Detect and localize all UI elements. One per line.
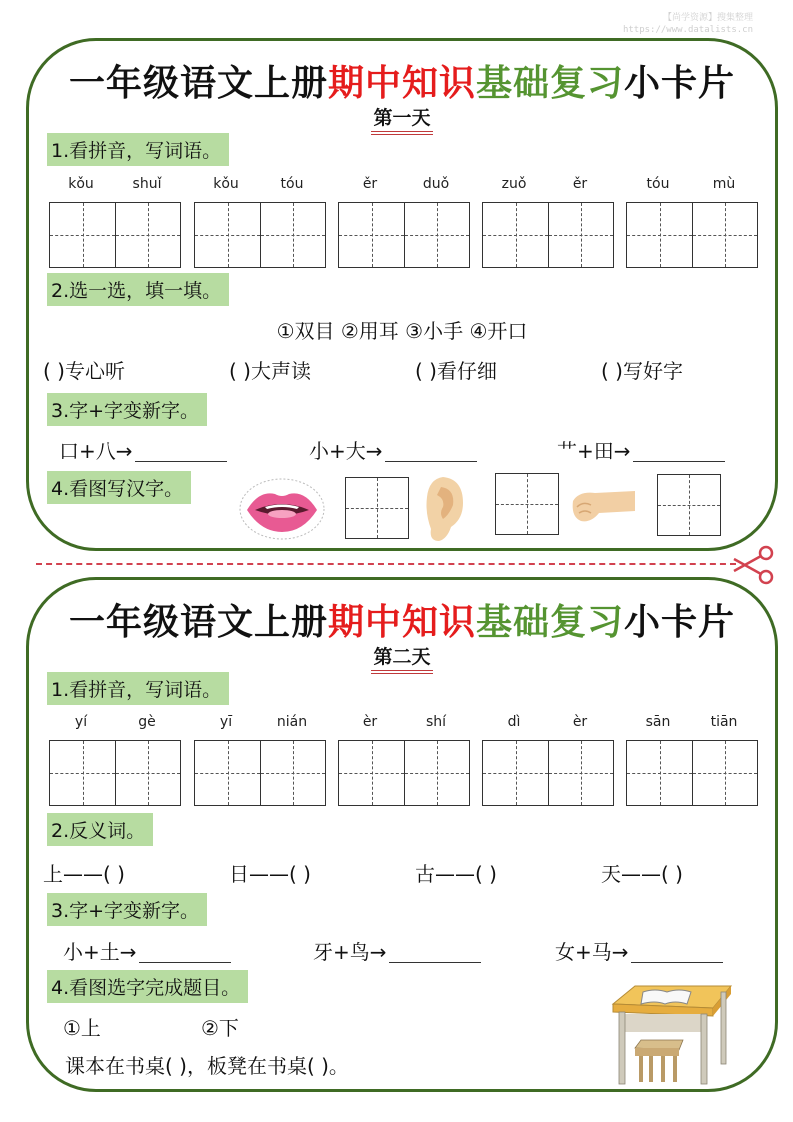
pinyin: zuǒ bbox=[501, 176, 527, 192]
answer-blank[interactable] bbox=[135, 461, 227, 462]
fill-item[interactable]: ( )专心听 bbox=[43, 359, 125, 383]
fill-sentence[interactable]: 课本在书桌( )，板凳在书桌( )。 bbox=[65, 1054, 349, 1078]
watermark-url: https://www.datalists.cn bbox=[622, 25, 753, 35]
choice-options: ①双目 ②用耳 ③小手 ④开口 bbox=[276, 319, 528, 343]
title-part-grade: 一年级语文上册 bbox=[68, 62, 328, 104]
section-2-label: 2.选一选，填一填。 bbox=[47, 273, 229, 306]
pinyin: dì bbox=[507, 714, 521, 730]
section-3-label: 3.字+字变新字。 bbox=[47, 393, 207, 426]
section-1-label: 1.看拼音，写词语。 bbox=[47, 133, 229, 166]
pinyin: èr bbox=[572, 714, 588, 730]
title-part-card: 小卡片 bbox=[624, 601, 736, 643]
combine-item bbox=[555, 936, 723, 965]
character-box[interactable] bbox=[495, 473, 559, 535]
writing-box-pair[interactable] bbox=[49, 202, 181, 268]
pinyin: shuǐ bbox=[132, 176, 162, 192]
day-heading bbox=[29, 103, 775, 135]
pinyin: yī bbox=[219, 714, 233, 730]
pinyin: tóu bbox=[280, 176, 304, 192]
answer-blank[interactable] bbox=[389, 962, 481, 963]
day-heading bbox=[29, 642, 775, 674]
title-part-review: 基础复习 bbox=[476, 601, 625, 643]
answer-blank[interactable] bbox=[385, 461, 477, 462]
ear-icon bbox=[419, 473, 467, 545]
section-1-label: 1.看拼音，写词语。 bbox=[47, 672, 229, 705]
watermark-source: 【尚学资源】搜集整理 bbox=[662, 13, 753, 23]
title-part-midterm: 期中知识 bbox=[327, 62, 476, 104]
review-card-day2 bbox=[26, 577, 778, 1092]
option-up: ①上 bbox=[63, 1016, 101, 1040]
pinyin: sān bbox=[645, 714, 671, 730]
pinyin: tiān bbox=[710, 714, 738, 730]
pinyin: èr bbox=[362, 714, 378, 730]
hand-icon bbox=[569, 487, 637, 525]
writing-box-pair[interactable] bbox=[194, 202, 326, 268]
review-card-day1 bbox=[26, 38, 778, 551]
card-title bbox=[29, 594, 775, 645]
pinyin: duǒ bbox=[422, 176, 450, 192]
section-4-label: 4.看图选字完成题目。 bbox=[47, 970, 248, 1003]
combine-formula: 牙+鸟→ bbox=[313, 940, 387, 964]
antonym-item[interactable]: 上——( ) bbox=[43, 862, 125, 886]
pinyin: ěr bbox=[362, 176, 378, 192]
pinyin: gè bbox=[138, 714, 156, 730]
section-2-label: 2.反义词。 bbox=[47, 813, 153, 846]
desk-icon bbox=[593, 978, 735, 1086]
writing-box-pair[interactable] bbox=[626, 740, 758, 806]
combine-formula: 艹+田→ bbox=[557, 439, 631, 463]
cut-line bbox=[36, 563, 736, 565]
section-4-label: 4.看图写汉字。 bbox=[47, 471, 191, 504]
combine-formula: 口+八→ bbox=[59, 439, 133, 463]
writing-box-pair[interactable] bbox=[482, 740, 614, 806]
card-title bbox=[29, 55, 775, 106]
combine-item bbox=[63, 936, 231, 965]
pinyin: kǒu bbox=[68, 176, 94, 192]
option-down: ②下 bbox=[201, 1016, 239, 1040]
pinyin: ěr bbox=[572, 176, 588, 192]
combine-formula: 女+马→ bbox=[555, 940, 629, 964]
combine-item bbox=[309, 435, 477, 464]
character-box[interactable] bbox=[657, 474, 721, 536]
writing-box-pair[interactable] bbox=[49, 740, 181, 806]
scissors-icon bbox=[730, 545, 776, 585]
combine-item bbox=[59, 435, 227, 464]
answer-blank[interactable] bbox=[633, 461, 725, 462]
combine-formula: 小+土→ bbox=[63, 940, 137, 964]
writing-box-pair[interactable] bbox=[338, 740, 470, 806]
watermark bbox=[623, 12, 753, 36]
answer-blank[interactable] bbox=[139, 962, 231, 963]
pinyin-row bbox=[49, 176, 761, 196]
character-box[interactable] bbox=[345, 477, 409, 539]
pinyin: nián bbox=[276, 714, 308, 730]
antonym-item[interactable]: 古——( ) bbox=[415, 862, 497, 886]
title-part-midterm: 期中知识 bbox=[327, 601, 476, 643]
pinyin: tóu bbox=[646, 176, 670, 192]
antonym-item[interactable]: 日——( ) bbox=[229, 862, 311, 886]
writing-box-pair[interactable] bbox=[338, 202, 470, 268]
antonym-item[interactable]: 天——( ) bbox=[601, 862, 683, 886]
fill-item[interactable]: ( )写好字 bbox=[601, 359, 683, 383]
combine-formula: 小+大→ bbox=[309, 439, 383, 463]
fill-item[interactable]: ( )看仔细 bbox=[415, 359, 497, 383]
combine-item bbox=[313, 936, 481, 965]
day-label: 第一天 bbox=[371, 103, 432, 135]
day-label: 第二天 bbox=[371, 642, 432, 674]
pinyin: yí bbox=[74, 714, 88, 730]
mouth-icon bbox=[237, 476, 327, 542]
pinyin: shí bbox=[425, 714, 447, 730]
answer-blank[interactable] bbox=[631, 962, 723, 963]
pinyin-row bbox=[49, 714, 761, 734]
title-part-grade: 一年级语文上册 bbox=[68, 601, 328, 643]
writing-box-pair[interactable] bbox=[626, 202, 758, 268]
fill-item[interactable]: ( )大声读 bbox=[229, 359, 311, 383]
pinyin: kǒu bbox=[213, 176, 239, 192]
writing-box-pair[interactable] bbox=[482, 202, 614, 268]
section-3-label: 3.字+字变新字。 bbox=[47, 893, 207, 926]
writing-box-pair[interactable] bbox=[194, 740, 326, 806]
pinyin: mù bbox=[712, 176, 736, 192]
title-part-review: 基础复习 bbox=[476, 62, 625, 104]
combine-item bbox=[557, 435, 725, 464]
title-part-card: 小卡片 bbox=[624, 62, 736, 104]
